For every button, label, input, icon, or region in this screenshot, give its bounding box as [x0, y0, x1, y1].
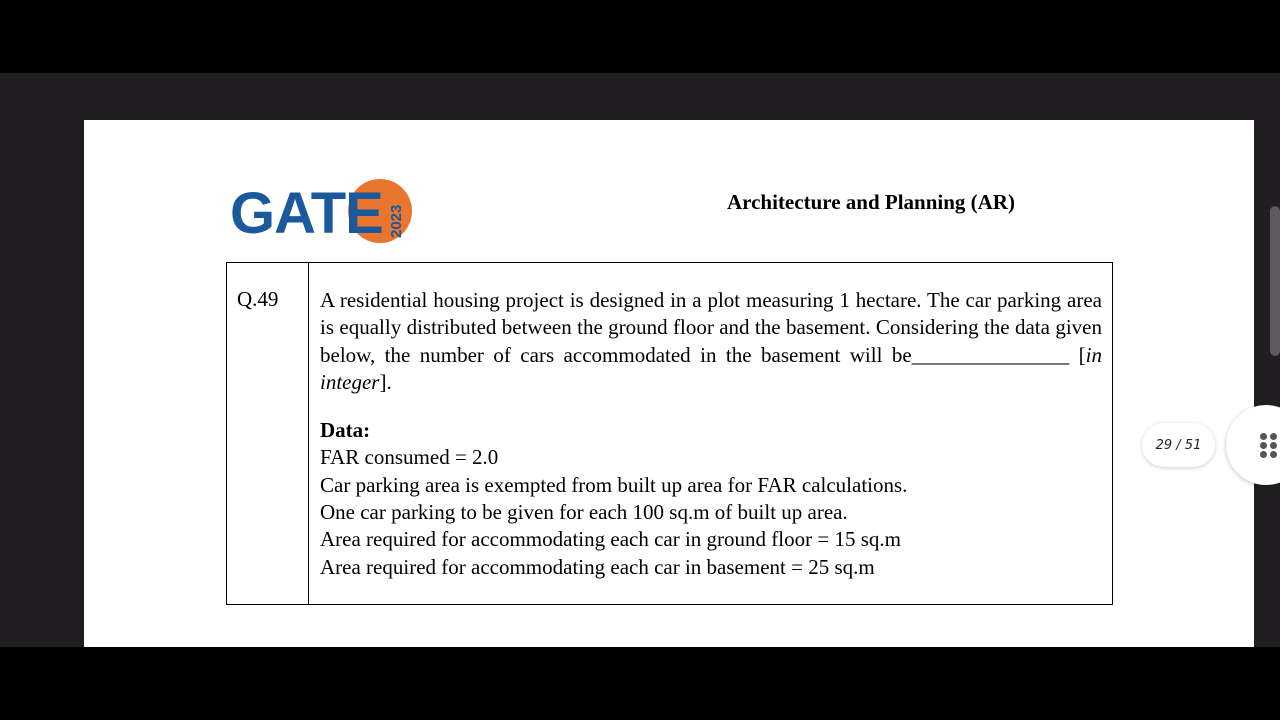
data-line: FAR consumed = 2.0 — [320, 445, 499, 470]
answer-type: in integer — [320, 342, 1103, 394]
data-line: Car parking area is exempted from built up area for FAR calculations. — [320, 472, 908, 497]
data-line: One car parking to be given for each 100 sq.m of built up area. — [320, 500, 848, 525]
logo-text: GATE — [230, 181, 383, 246]
pdf-page — [84, 120, 1254, 647]
page-indicator[interactable]: 29 / 51 — [1142, 423, 1215, 467]
data-heading: Data: — [320, 418, 371, 443]
question-table — [226, 262, 1113, 605]
grid-dots-icon — [1260, 433, 1280, 458]
question-body: A residential housing project is designed in a plot measuring 1 hectare. The car parking area is equally distributed between the ground floor and the basement. Considering the data given below, the number of cars accommodated in the basement will be_______________ [in integer]. Data: FAR consumed = 2.0 Car parking area is exempted from built up area for FAR calculations. One car parking to be given for each 100 sq.m of built up area. Area required for accommodating each car in ground floor = 15 sq.m Area required for accommodating each car in basement = 25 sq.m — [320, 287, 1102, 581]
answer-blank: _______________ — [911, 342, 1070, 367]
question-text: A residential housing project is designed in a plot measuring 1 hectare. The car parking area is equally distributed between the ground floor and the basement. Considering the data given below, the number of cars accommodated in the basement will be — [320, 288, 1102, 367]
gate-logo — [230, 176, 420, 248]
data-line: Area required for accommodating each car in basement = 25 sq.m — [320, 554, 875, 579]
subject-title: Architecture and Planning (AR) — [727, 190, 1015, 214]
data-line: Area required for accommodating each car in ground floor = 15 sq.m — [320, 527, 901, 552]
scrollbar[interactable] — [1270, 206, 1280, 356]
logo-year: 2023 — [388, 204, 405, 238]
question-number: Q.49 — [227, 263, 309, 604]
